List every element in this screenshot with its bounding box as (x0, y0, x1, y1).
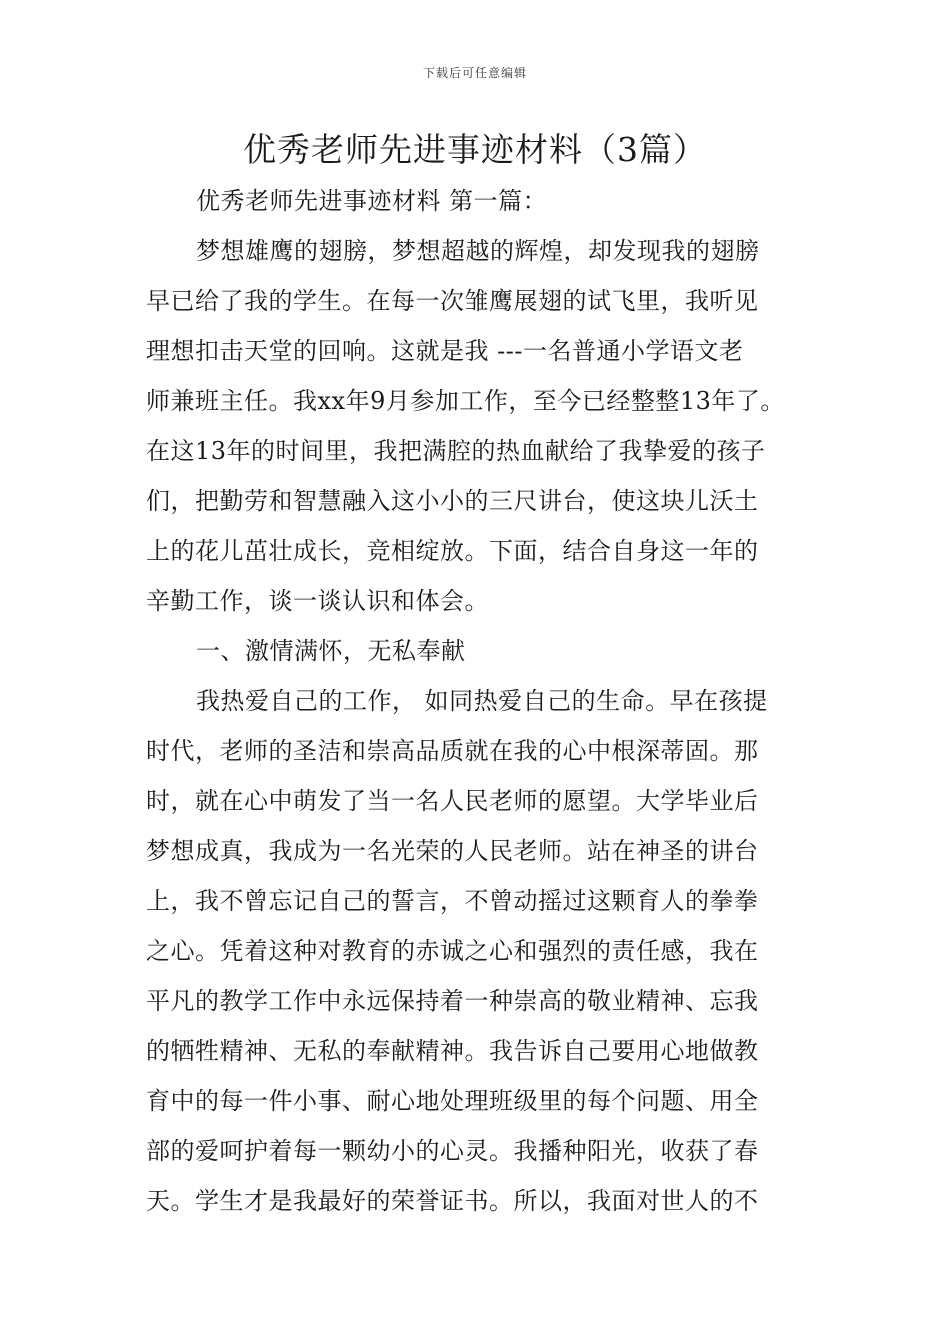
paragraph-line: 我热爱自己的工作， 如同热爱自己的生命。早在孩提 (196, 687, 768, 715)
paragraph-line: 辛勤工作，谈一谈认识和体会。 (146, 587, 489, 615)
paragraph-line: 时，就在心中萌发了当一名人民老师的愿望。大学毕业后 (146, 787, 759, 815)
paragraph-line: 平凡的教学工作中永远保持着一种崇高的敬业精神、忘我 (146, 987, 759, 1015)
paragraph-line: 梦想成真，我成为一名光荣的人民老师。站在神圣的讲台 (146, 837, 759, 865)
paragraph-line: 梦想雄鹰的翅膀，梦想超越的辉煌，却发现我的翅膀 (196, 237, 760, 265)
paragraph-line: 上的花儿茁壮成长，竞相绽放。下面，结合自身这一年的 (146, 537, 759, 565)
document-title: 优秀老师先进事迹材料（3篇） (243, 130, 707, 169)
paragraph-line: 在这13年的时间里，我把满腔的热血献给了我挚爱的孩子 (146, 437, 766, 465)
paragraph-line: 上，我不曾忘记自己的誓言，不曾动摇过这颗育人的拳拳 (146, 887, 759, 915)
header-note: 下载后可任意编辑 (422, 66, 527, 80)
paragraph-line: 理想扣击天堂的回响。这就是我 ---一名普通小学语文老 (146, 337, 744, 365)
paragraph-line: 师兼班主任。我xx年9月参加工作，至今已经整整13年了。 (146, 387, 785, 415)
section-heading: 一、激情满怀，无私奉献 (196, 637, 466, 665)
paragraph-line: 天。学生才是我最好的荣誉证书。所以，我面对世人的不 (146, 1187, 759, 1215)
paragraph-line: 育中的每一件小事、耐心地处理班级里的每个问题、用全 (146, 1087, 759, 1115)
paragraph-line: 早已给了我的学生。在每一次雏鹰展翅的试飞里，我听见 (146, 287, 759, 315)
paragraph-line: 之心。凭着这种对教育的赤诚之心和强烈的责任感，我在 (146, 937, 759, 965)
paragraph-line: 部的爱呵护着每一颗幼小的心灵。我播种阳光，收获了春 (146, 1137, 759, 1165)
paragraph-line: 的牺牲精神、无私的奉献精神。我告诉自己要用心地做教 (146, 1037, 759, 1065)
section-subtitle: 优秀老师先进事迹材料 第一篇： (196, 187, 548, 215)
paragraph-line: 们，把勤劳和智慧融入这小小的三尺讲台，使这块儿沃土 (146, 487, 759, 515)
paragraph-line: 时代，老师的圣洁和崇高品质就在我的心中根深蒂固。那 (146, 737, 759, 765)
